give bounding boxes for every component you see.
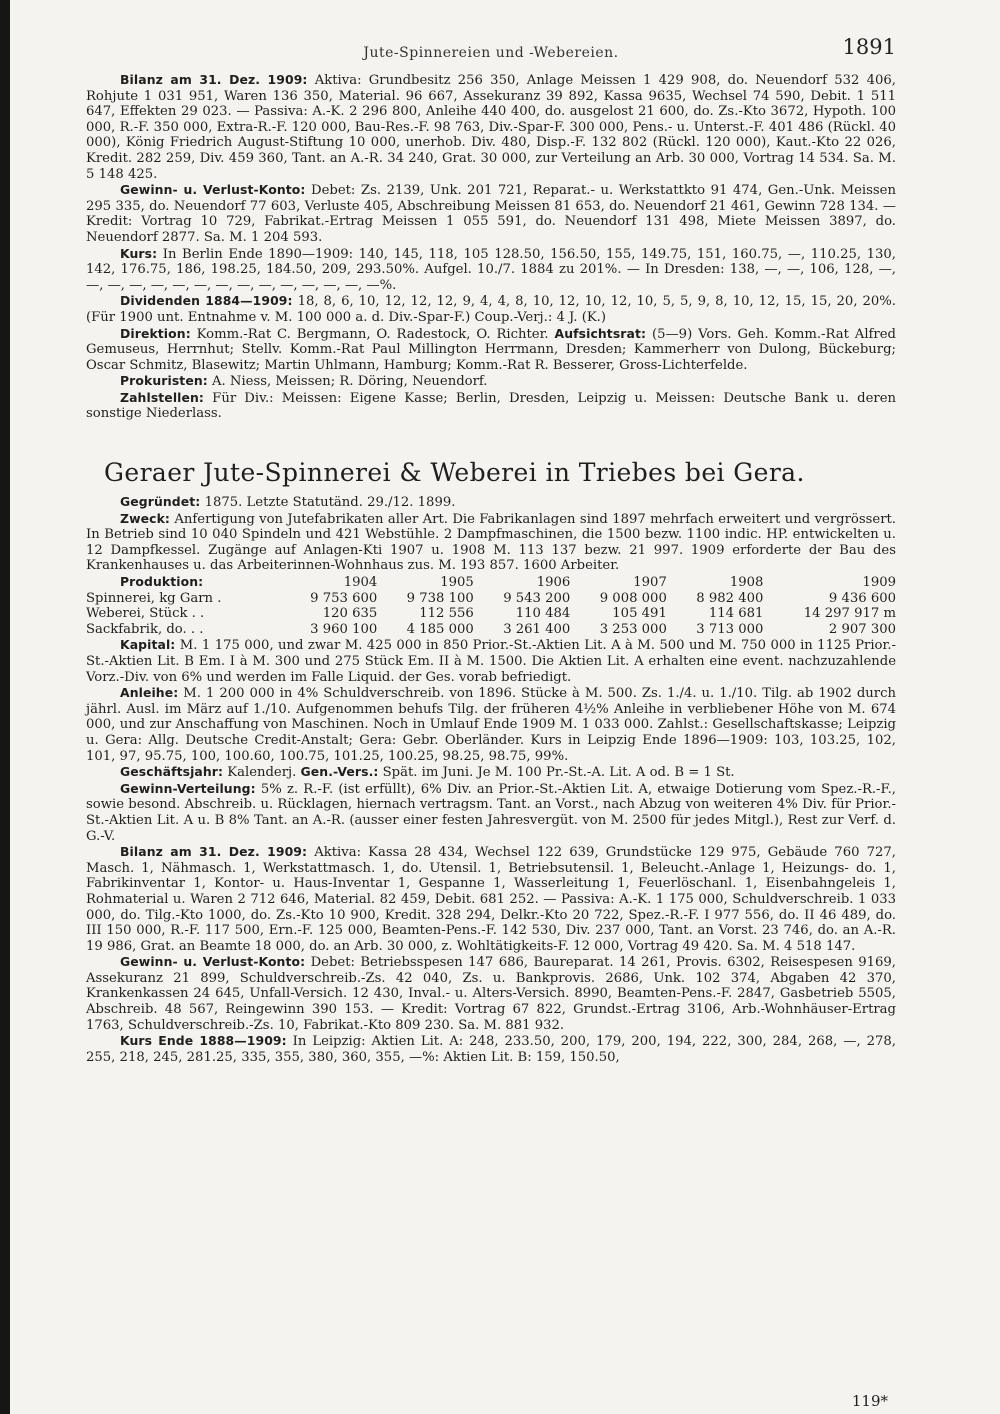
gewinnverteilung-text: 5% z. R.-F. (ist erfüllt), 6% Div. an Prior.-St.-Aktien Lit. A, etwaige Dotierung vom Spez.-R.-F., sowie besond. Abschreib. u. Rücklagen, hiernach vertragsm. Tant. an Vorst., nach Abzug von weiteren 4% Div. für Prior.-St.-Aktien Lit. A u. B 8% Tant. an A.-R. (ausser einer festen Jahresvergüt. von M. 2500 für jedes Mitgl.), Rest zur Verf. d. G.-V. (86, 781, 896, 844)
genvers-text: Spät. im Juni. Je M. 100 Pr.-St.-A. Lit. A od. B = 1 St. (382, 765, 735, 781)
produktion-table (86, 574, 896, 637)
kurs2-text: In Leipzig: Aktien Lit. A: 248, 233.50, 200, 179, 200, 194, 222, 300, 284, 268, —, 278, 255, 218, 245, 281.25, 335, 355, 380, 360, 355, —%: Aktien Lit. B: 159, 150.50, (86, 1034, 896, 1065)
direktion-paragraph (86, 326, 896, 374)
table-cell: 2 907 300 (828, 621, 896, 637)
gegruendet-text: 1875. Letzte Statutänd. 29./12. 1899. (204, 495, 456, 511)
zahlstellen-label: Zahlstellen: (120, 389, 204, 405)
bilanz2-text: Aktiva: Kassa 28 434, Wechsel 122 639, Grundstücke 129 975, Gebäude 760 727, Masch. 1, Nähmasch. 1, Werkstattmasch. 1, do. Utensil. 1, Betriebsutensil. 1, Beleucht.-Anlage 1, Heizungs- do. 1, Fabrikinventar 1, Kontor- u. Haus-Inventar 1, Gespanne 1, Wasserleitung 1, Feuerlöschanl. 1, Eisenbahngeleis 1, Rohmaterial u. Waren 2 712 646, Material. 82 459, Debit. 681 252. — Passiva: A.-K. 1 175 000, Schuldverschreib. 1 033 000, do. Tilg.-Kto 1000, do. Zs.-Kto 10 900, Kredit. 328 294, Delkr.-Kto 20 722, Spez.-R.-F. I 977 556, do. II 46 489, do. III 150 000, R.-F. 117 500, Ern.-F. 125 000, Beamten-Pens.-F. 142 530, Div. 237 000, Tant. an Vorst. 23 746, do. an A.-R. 19 986, Grat. an Beamte 18 000, do. an Arb. 30 000, z. Wohltätigkeits-F. 12 000, Vortrag 49 420. Sa. M. 4 518 147. (86, 845, 896, 954)
kapital-label: Kapital: (120, 637, 176, 653)
gv2-label: Gewinn- u. Verlust-Konto: (120, 954, 306, 970)
gegruendet-label: Gegründet: (120, 494, 201, 510)
dividenden-paragraph (86, 293, 896, 325)
bilanz-paragraph (86, 72, 896, 182)
dividenden-text: 18, 8, 6, 10, 12, 12, 12, 9, 4, 4, 8, 10, 12, 10, 12, 10, 5, 5, 9, 8, 10, 12, 15, 15, 20, 20%. (Für 1900 unt. Entnahme v. M. 100 000 a. d. Div.-Spar-F.) Coup.-Verj.: 4 J. (K.) (86, 294, 896, 325)
gv-text: Debet: Zs. 2139, Unk. 201 721, Reparat.- u. Werkstattkto 91 474, Gen.-Unk. Meissen 295 335, do. Neuendorf 77 603, Verluste 405, Abschreibung Meissen 81 653, do. Neuendorf 21 461, Gewinn 728 134. — Kredit: Vortrag 10 729, Fabrikat.-Ertrag Meissen 1 055 591, do. Neuendorf 131 498, Miete Meissen 3897, do. Neuendorf 2877. Sa. M. 1 204 593. (86, 183, 896, 245)
table-row (86, 591, 896, 607)
prokuristen-text: A. Niess, Meissen; R. Döring, Neuendorf. (212, 374, 488, 390)
geschaeftsjahr-paragraph (86, 764, 896, 781)
genvers-label: Gen.-Vers.: (300, 764, 379, 780)
direktion-text: Komm.-Rat C. Bergmann, O. Radestock, O. Richter. (196, 326, 549, 342)
bilanz2-label: Bilanz am 31. Dez. 1909: (120, 844, 308, 860)
year-header: 1905 (440, 574, 474, 590)
row-label: Weberei, Stück . . (86, 606, 205, 622)
zahlstellen-paragraph (86, 390, 896, 422)
zweck-text: Anfertigung von Jutefabrikaten aller Art. Die Fabrikanlagen sind 1897 mehrfach erweitert und vergrössert. In Betrieb sind 10 040 Spindeln und 421 Webstühle. 2 Dampfmaschinen, die 1500 bezw. 1100 indic. HP. entwickelten u. 12 Dampfkessel. Zugänge auf Anlagen-Kti 1907 u. 1908 M. 113 137 bezw. 21 997. 1909 erforderte der Bau des Krankenhauses u. das Arbeiterinnen-Wohnhaus zus. M. 193 857. 1600 Arbeiter. (86, 511, 896, 574)
table-cell: 3 253 000 (599, 621, 667, 637)
aufsichtsrat-text: (5—9) Vors. Geh. Komm.-Rat Alfred Gemuseus, Herrnhut; Stellv. Komm.-Rat Paul Millington Herrmann, Dresden; Kammerherr von Dulong, Bückeburg; Oscar Schmitz, Blasewitz; Martin Uhlmann, Hamburg; Komm.-Rat R. Besserer, Gross-Lichterfelde. (86, 326, 896, 373)
year-header: 1907 (633, 574, 667, 590)
anleihe-text: M. 1 200 000 in 4% Schuldverschreib. von 1896. Stücke à M. 500. Zs. 1./4. u. 1./10. Tilg. ab 1902 durch jährl. Ausl. im März auf 1./10. Aufgenommen behufs Tilg. der früheren 4½% Anleihe in verbliebener Höhe von M. 674 000, und zur Anschaffung von Maschinen. Noch in Umlauf Ende 1909 M. 1 033 000. Zahlst.: Gesellschaftskasse; Leipzig u. Gera: Allg. Deutsche Credit-Anstalt; Gera: Gebr. Oberländer. Kurs in Leipzig Ende 1896—1909: 103, 103.25, 102, 101, 97, 95.75, 100, 100.60, 100.75, 101.25, 100.25, 98.25, 98.75, 99%. (86, 686, 896, 764)
table-cell: 3 261 400 (503, 621, 571, 637)
produktion-label-cell (86, 574, 281, 591)
table-cell: 105 491 (612, 606, 667, 622)
row-label: Spinnerei, kg Garn . (86, 590, 222, 606)
kurs2-label: Kurs Ende 1888—1909: (120, 1033, 287, 1049)
page-binding-edge (0, 0, 10, 1414)
geschaeftsjahr-text: Kalenderj. (227, 765, 297, 781)
table-cell: 3 960 100 (310, 621, 378, 637)
prokuristen-paragraph (86, 373, 896, 390)
table-cell: 9 543 200 (503, 590, 571, 606)
printer-signature: 119* (851, 1392, 888, 1410)
table-cell: 110 484 (515, 606, 571, 622)
gewinnverteilung-paragraph (86, 781, 896, 844)
row-label: Sackfabrik, do. . . (86, 621, 204, 637)
produktion-header-row (86, 574, 896, 591)
gewinnverteilung-label: Gewinn-Verteilung: (120, 780, 256, 796)
anleihe-paragraph (86, 685, 896, 764)
kapital-paragraph (86, 637, 896, 685)
table-cell: 112 556 (419, 606, 474, 622)
bilanz-label: Bilanz am 31. Dez. 1909: (120, 72, 308, 87)
kurs-label: Kurs: (120, 245, 158, 261)
zweck-paragraph (86, 511, 896, 574)
table-cell: 9 008 000 (599, 590, 667, 606)
company-title-sub: bei Gera. (684, 458, 805, 488)
prokuristen-label: Prokuristen: (120, 373, 208, 389)
table-cell: 9 738 100 (406, 590, 474, 606)
kapital-text: M. 1 175 000, und zwar M. 425 000 in 850 Prior.-St.-Aktien Lit. A à M. 500 und M. 750 000 in 1125 Prior.-St.-Aktien Lit. B Em. I à M. 300 und 275 Stück Em. II à M. 1500. Die Aktien Lit. A erhalten eine event. nachzuzahlende Vorz.-Div. von 6% und werden im Falle Liquid. der Ges. vorab befriedigt. (86, 638, 896, 685)
table-cell: 9 436 600 (828, 590, 896, 606)
direktion-label: Direktion: (120, 325, 191, 341)
aufsichtsrat-label: Aufsichtsrat: (554, 325, 647, 341)
kurs-paragraph (86, 246, 896, 294)
table-cell: 8 982 400 (696, 590, 764, 606)
gv2-paragraph (86, 954, 896, 1033)
company-title (104, 458, 896, 488)
bilanz2-paragraph (86, 844, 896, 954)
table-cell: 114 681 (708, 606, 764, 622)
geschaeftsjahr-label: Geschäftsjahr: (120, 764, 224, 780)
table-cell: 3 713 000 (696, 621, 764, 637)
company-title-main: Geraer Jute-Spinnerei & Weberei in Triebes (104, 458, 677, 488)
table-row (86, 606, 896, 622)
kurs2-paragraph (86, 1033, 896, 1065)
year-header: 1906 (536, 574, 571, 590)
dividenden-label: Dividenden 1884—1909: (120, 293, 293, 309)
year-header: 1908 (729, 574, 764, 590)
table-cell: 120 635 (322, 606, 378, 622)
year-header: 1909 (862, 574, 896, 590)
page-header (86, 36, 896, 64)
zweck-label: Zweck: (120, 510, 170, 526)
document-page (86, 36, 896, 1065)
anleihe-label: Anleihe: (120, 685, 179, 701)
year-header: 1904 (343, 574, 378, 590)
gegruendet-paragraph (86, 494, 896, 511)
gv2-text: Debet: Betriebsspesen 147 686, Baureparat. 14 261, Provis. 6302, Reisespesen 9169, Assekuranz 21 899, Schuldverschreib.-Zs. 42 040, Zs. u. Bankprovis. 2686, Unk. 102 374, Abgaben 42 370, Krankenkassen 24 645, Unfall-Versich. 12 430, Inval.- u. Alters-Versich. 8990, Beamten-Pens.-F. 2847, Gasbetrieb 5505, Abschreib. 48 567, Reingewinn 390 153. — Kredit: Vortrag 67 822, Grundst.-Ertrag 3106, Arb.-Wohnhäuser-Ertrag 1763, Schuldverschreib.-Zs. 10, Fabrikat.-Kto 809 230. Sa. M. 881 932. (86, 955, 896, 1033)
produktion-label: Produktion: (120, 574, 204, 590)
table-row (86, 622, 896, 638)
table-cell: 9 753 600 (310, 590, 378, 606)
page-number: 1891 (842, 35, 896, 59)
zahlstellen-text: Für Div.: Meissen: Eigene Kasse; Berlin, Dresden, Leipzig u. Meissen: Deutsche Bank u. deren sonstige Niederlass. (86, 390, 896, 422)
gv-label: Gewinn- u. Verlust-Konto: (120, 182, 306, 198)
kurs-text: In Berlin Ende 1890—1909: 140, 145, 118, 105 128.50, 156.50, 155, 149.75, 151, 160.75, —, 110.25, 130, 142, 176.75, 186, 198.25, 184.50, 209, 293.50%. Aufgel. 10./7. 1884 zu 201%. — In Dresden: 138, —, —, 106, 128, —, —, —, —, —, —, —, —, —, —, —, —, —, —, —%. (86, 246, 896, 293)
table-cell: 4 185 000 (406, 621, 474, 637)
gv-paragraph (86, 182, 896, 245)
bilanz-text: Aktiva: Grundbesitz 256 350, Anlage Meissen 1 429 908, do. Neuendorf 532 406, Rohjute 1 031 951, Waren 136 350, Material. 96 667, Assekuranz 39 892, Kassa 9635, Wechsel 74 590, Debit. 1 511 647, Effekten 29 023. — Passiva: A.-K. 2 296 800, Anleihe 440 400, do. ausgelost 21 600, do. Zs.-Kto 3672, Hypoth. 100 000, R.-F. 350 000, Extra-R.-F. 120 000, Bau-Res.-F. 98 763, Div.-Spar-F. 300 000, Pens.- u. Unterst.-F. 401 486 (Rückl. 40 000), König Friedrich August-Stiftung 10 000, unerhob. Div. 480, Disp.-F. 132 802 (Rückl. 120 000), Kaut.-Kto 22 026, Kredit. 282 259, Div. 459 360, Tant. an A.-R. 34 240, Grat. 30 000, zur Verteilung an Arb. 30 000, Vortrag 14 534. Sa. M. 5 148 425. (86, 73, 896, 182)
running-title: Jute-Spinnereien und -Webereien. (363, 45, 619, 61)
table-cell: 14 297 917 m (803, 606, 896, 622)
